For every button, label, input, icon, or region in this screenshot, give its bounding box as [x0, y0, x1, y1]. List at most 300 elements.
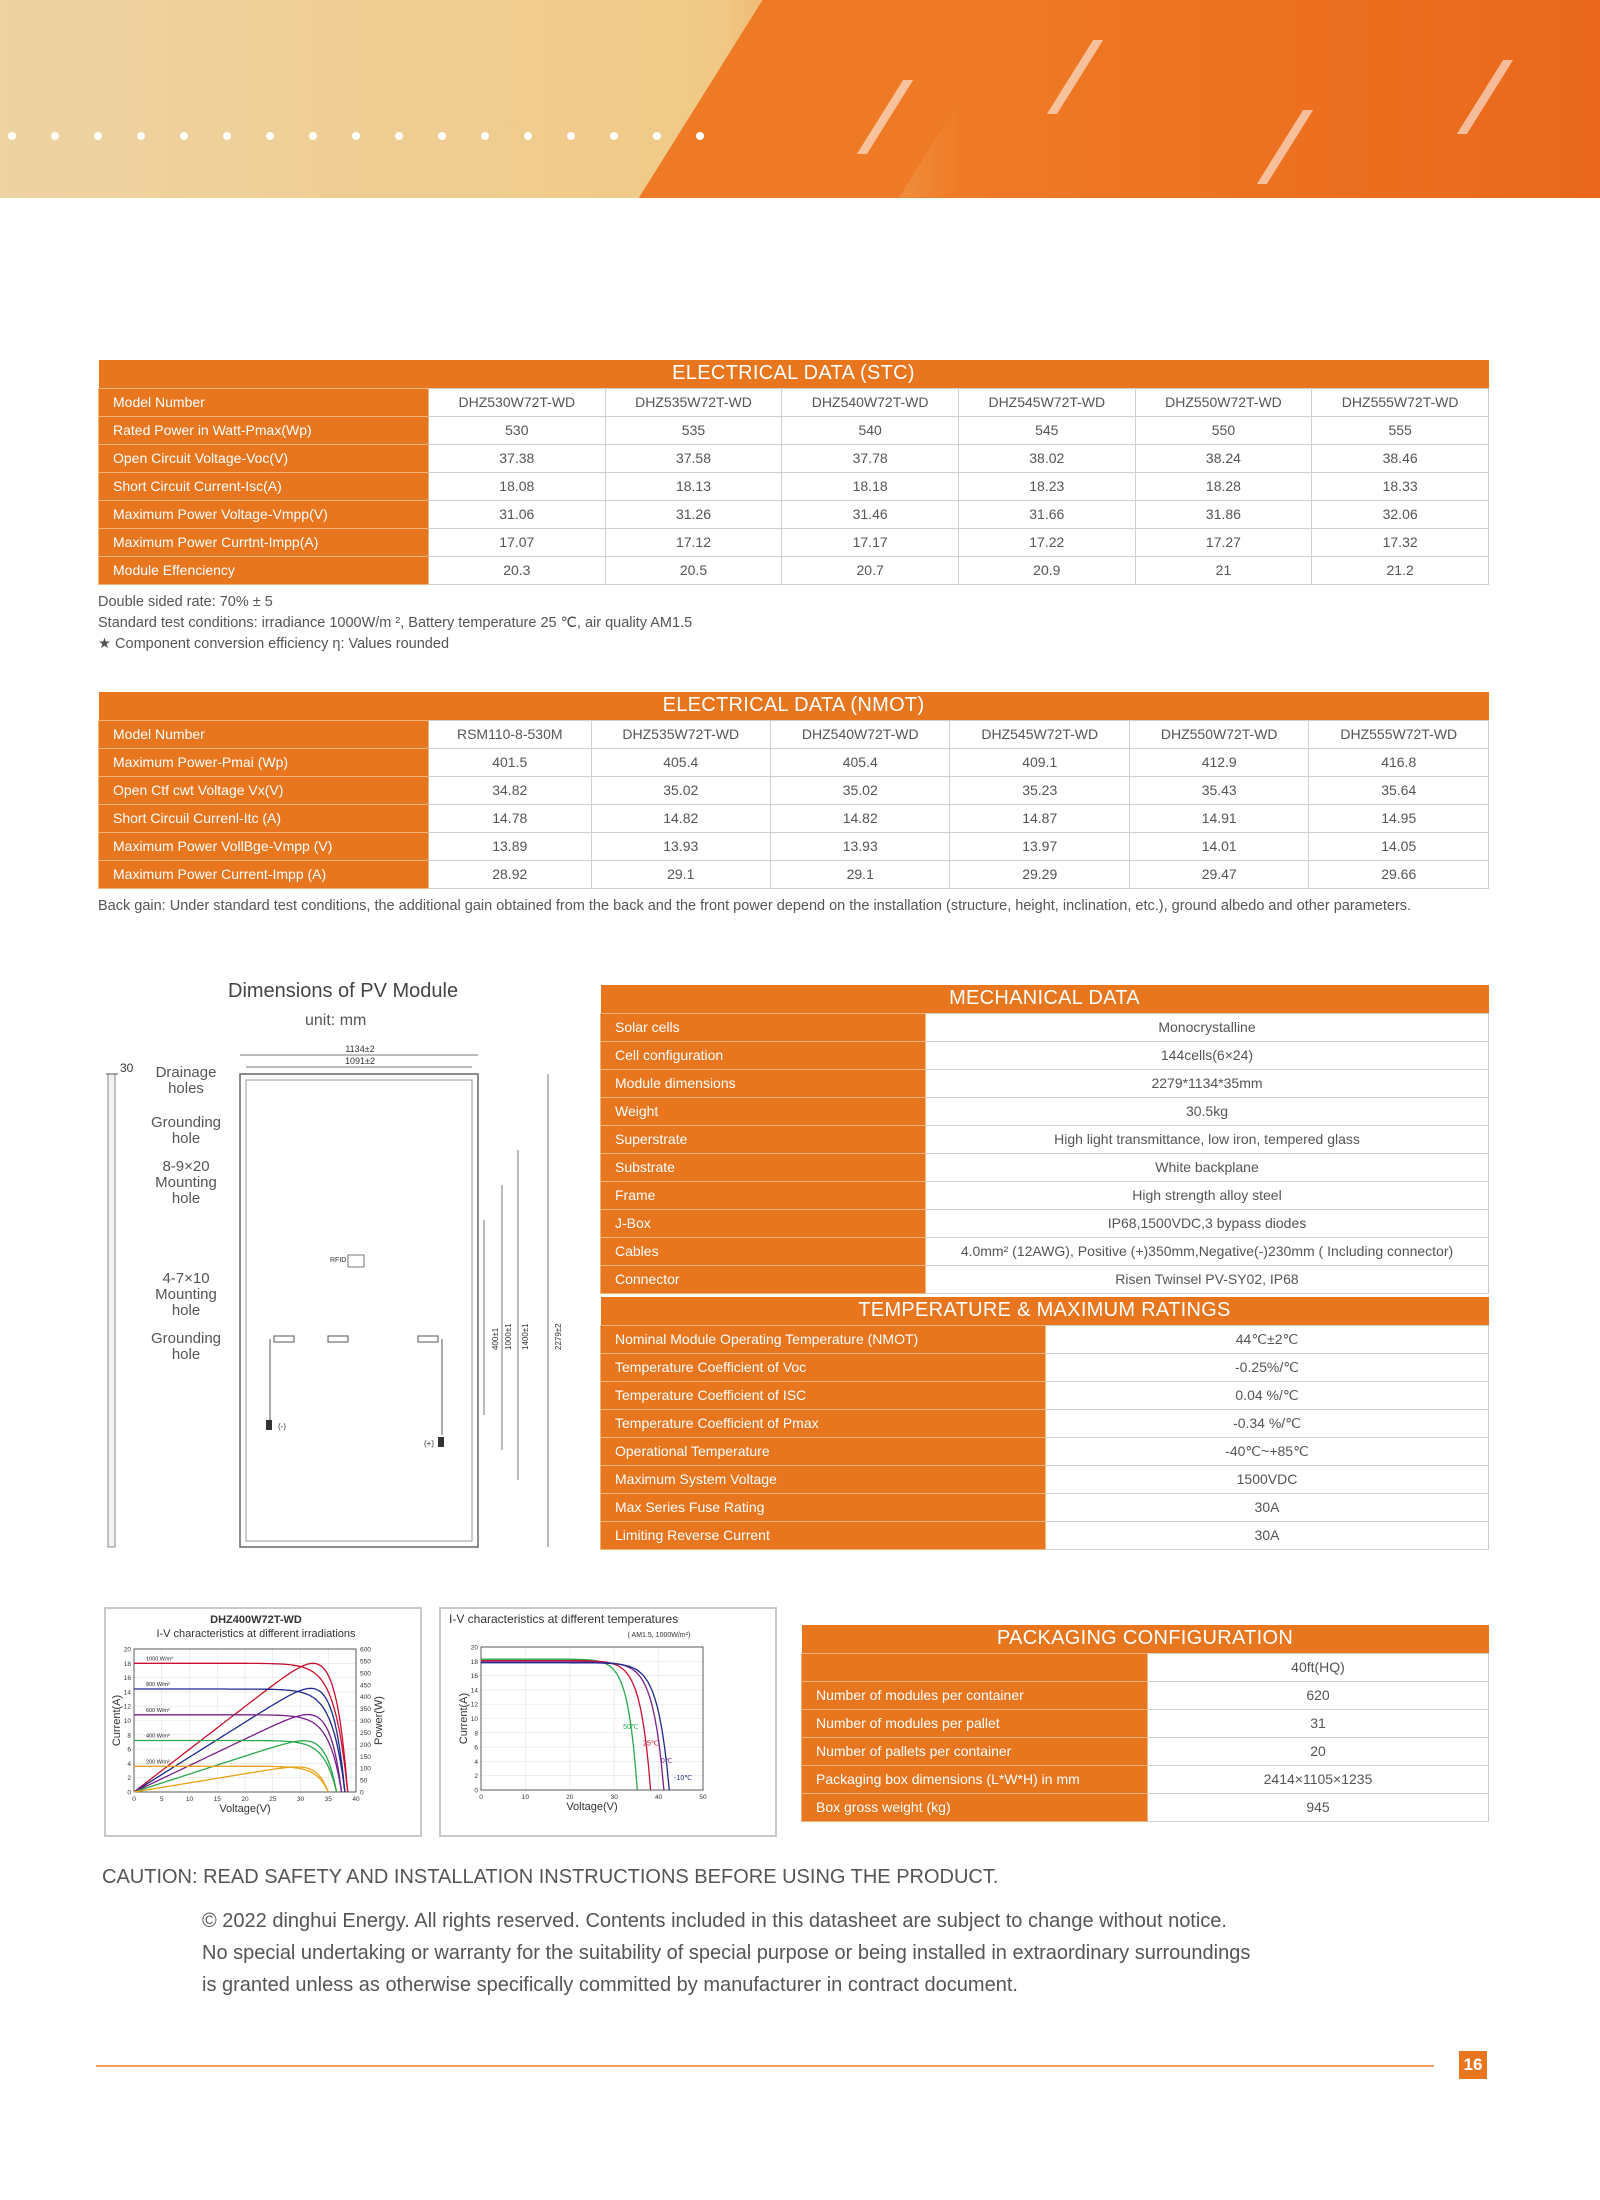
row-label: Connector: [601, 1265, 926, 1293]
row-value: 29.66: [1309, 860, 1489, 888]
y-tick-label: 8: [474, 1730, 478, 1738]
nmot-note: Back gain: Under standard test conditions, the additional gain obtained from the back and the front power depend on the installation (structure, height, inclination, etc.), ground albedo and other parameters.: [98, 898, 1412, 914]
row-value: 20.7: [782, 556, 959, 584]
row-value: 14.05: [1309, 832, 1489, 860]
row-value: Monocrystalline: [926, 1013, 1489, 1041]
row-value: 29.1: [771, 860, 950, 888]
row-label: [802, 1653, 1148, 1681]
row-label: Temperature Coefficient of ISC: [601, 1381, 1046, 1409]
row-label: Superstrate: [601, 1125, 926, 1153]
row-label: Number of modules per pallet: [802, 1709, 1148, 1737]
note-line: Double sided rate: 70% ± 5: [98, 594, 273, 610]
model-name: DHZ550W72T-WD: [1129, 720, 1308, 748]
y-tick-label: 4: [127, 1760, 131, 1768]
copyright-block: [202, 1905, 1250, 2001]
neg-label: (-): [278, 1422, 286, 1431]
row-value: 555: [1312, 416, 1489, 444]
row-value: 18.13: [605, 472, 782, 500]
model-name: DHZ535W72T-WD: [591, 720, 770, 748]
series-label: 1000 W/m²: [146, 1656, 173, 1663]
x-tick-label: 5: [159, 1796, 164, 1803]
row-value: 545: [958, 416, 1135, 444]
mechanical-title: MECHANICAL DATA: [601, 985, 1489, 1013]
row-value: 44℃±2℃: [1046, 1325, 1489, 1353]
row-value: 31.06: [429, 500, 606, 528]
row-value: 13.97: [950, 832, 1129, 860]
connector-negative: [266, 1420, 272, 1430]
row-value: 17.22: [958, 528, 1135, 556]
row-label: Cables: [601, 1237, 926, 1265]
iv-irradiance-chart: [104, 1607, 422, 1837]
x-tick-label: 0: [132, 1796, 136, 1803]
model-name: DHZ540W72T-WD: [771, 720, 950, 748]
row-label: Maximum System Voltage: [601, 1465, 1046, 1493]
mechanical-data-table: [600, 985, 1489, 1294]
y2-axis-label: Power(W): [373, 1696, 385, 1745]
table-row: [601, 1013, 1489, 1041]
model-name: RSM110-8-530M: [429, 720, 592, 748]
row-value: 540: [782, 416, 959, 444]
series-label: 800 W/m²: [146, 1682, 170, 1689]
row-value: 535: [605, 416, 782, 444]
table-row: [99, 776, 1489, 804]
row-label: Maximum Power Voltage-Vmpp(V): [99, 500, 429, 528]
row-value: 405.4: [771, 748, 950, 776]
row-label: Open Ctf cwt Voltage Vx(V): [99, 776, 429, 804]
table-row: [601, 1069, 1489, 1097]
x-tick-label: 40: [352, 1796, 360, 1803]
table-row: [802, 1793, 1489, 1821]
chart-subtitle: ( AM1.5, 1000W/m²): [627, 1632, 691, 1639]
table-row: [99, 748, 1489, 776]
model-name: DHZ545W72T-WD: [958, 388, 1135, 416]
temperature-ratings-table: [600, 1297, 1489, 1550]
x-tick-label: 10: [521, 1794, 530, 1801]
y2-tick-label: 0: [360, 1789, 364, 1797]
y2-tick-label: 150: [360, 1753, 371, 1761]
row-label: Number of modules per container: [802, 1681, 1148, 1709]
table-row: [99, 528, 1489, 556]
row-label: Rated Power in Watt-Pmax(Wp): [99, 416, 429, 444]
power-curve-line: [134, 1767, 328, 1792]
pos-label: (+): [424, 1439, 434, 1448]
row-value: 28.92: [429, 860, 592, 888]
row-value: -40℃~+85℃: [1046, 1437, 1489, 1465]
row-label: Substrate: [601, 1153, 926, 1181]
y-tick-label: 0: [127, 1789, 131, 1797]
table-row: [601, 1493, 1489, 1521]
chart-title: I-V characteristics at different temperatures: [449, 1612, 679, 1626]
table-row: [601, 1437, 1489, 1465]
table-row: [99, 472, 1489, 500]
row-value: 416.8: [1309, 748, 1489, 776]
y-tick-label: 18: [123, 1660, 131, 1668]
x-tick-label: 30: [610, 1794, 618, 1801]
table-row: [601, 1181, 1489, 1209]
series-label: 200 W/m²: [146, 1759, 170, 1766]
model-name: DHZ530W72T-WD: [429, 388, 606, 416]
iv-temperature-chart: [439, 1607, 777, 1837]
table-row: [601, 1209, 1489, 1237]
row-value: 401.5: [429, 748, 592, 776]
dimensions-unit: unit: mm: [305, 1012, 367, 1029]
chart-subtitle: I-V characteristics at different irradiations: [156, 1628, 356, 1640]
y2-tick-label: 350: [360, 1706, 371, 1714]
row-value: -0.34 %/℃: [1046, 1409, 1489, 1437]
x-axis-label: Voltage(V): [219, 1803, 271, 1815]
row-value: 29.47: [1129, 860, 1308, 888]
module-side-profile: [108, 1074, 115, 1547]
packaging-title: PACKAGING CONFIGURATION: [802, 1625, 1489, 1653]
row-label: Nominal Module Operating Temperature (NMOT): [601, 1325, 1046, 1353]
label-drainage: Drainage holes: [155, 1064, 217, 1097]
copyright-line: No special undertaking or warranty for the suitability of special purpose or being installed in extraordinary surroundings: [202, 1942, 1251, 1964]
x-tick-label: 0: [479, 1794, 483, 1801]
row-value: 21.2: [1312, 556, 1489, 584]
x-tick-label: 20: [241, 1796, 249, 1803]
table-row: [99, 416, 1489, 444]
row-value: 1500VDC: [1046, 1465, 1489, 1493]
note-line: ★ Component conversion efficiency η: Values rounded: [98, 636, 450, 652]
table-row: [99, 444, 1489, 472]
side-width-label: 30: [120, 1061, 134, 1075]
electrical-data-stc-table: [98, 360, 1489, 585]
y2-tick-label: 600: [360, 1646, 371, 1654]
row-label: Module dimensions: [601, 1069, 926, 1097]
row-value: 20.5: [605, 556, 782, 584]
row-value: 29.29: [950, 860, 1129, 888]
row-value: 38.24: [1135, 444, 1312, 472]
row-value: 14.78: [429, 804, 592, 832]
row-value: 20.9: [958, 556, 1135, 584]
row-value: 20.3: [429, 556, 606, 584]
row-label: Short Circuit Current-Isc(A): [99, 472, 429, 500]
nmot-title: ELECTRICAL DATA (NMOT): [99, 692, 1489, 720]
row-value: 31: [1148, 1709, 1489, 1737]
row-value: 37.38: [429, 444, 606, 472]
label-grounding-top: Grounding hole: [150, 1114, 222, 1147]
table-row: [802, 1737, 1489, 1765]
y-tick-label: 0: [474, 1787, 478, 1795]
copyright-line: is granted unless as otherwise specifically committed by manufacturer in contract document.: [202, 1974, 1018, 1996]
row-value: 409.1: [950, 748, 1129, 776]
y2-tick-label: 500: [360, 1670, 371, 1678]
row-value: 14.82: [771, 804, 950, 832]
y-tick-label: 4: [474, 1758, 478, 1766]
row-value: 18.18: [782, 472, 959, 500]
row-label: Packaging box dimensions (L*W*H) in mm: [802, 1765, 1148, 1793]
label-grounding-bottom: Grounding hole: [150, 1330, 222, 1363]
row-value: 30.5kg: [926, 1097, 1489, 1125]
y2-tick-label: 550: [360, 1658, 371, 1666]
model-number-header: Model Number: [99, 388, 429, 416]
y-axis-label: Current(A): [458, 1692, 470, 1745]
row-label: Number of pallets per container: [802, 1737, 1148, 1765]
iv-irradiance-svg: [106, 1609, 420, 1835]
row-value: 4.0mm² (12AWG), Positive (+)350mm,Negative(-)230mm ( Including connector): [926, 1237, 1489, 1265]
row-value: 620: [1148, 1681, 1489, 1709]
model-name: DHZ550W72T-WD: [1135, 388, 1312, 416]
row-value: 37.78: [782, 444, 959, 472]
row-value: 13.93: [771, 832, 950, 860]
table-header-row: [99, 388, 1489, 416]
row-label: Maximum Power-Pmai (Wp): [99, 748, 429, 776]
table-row: [802, 1765, 1489, 1793]
rfid-label: RFID: [330, 1257, 347, 1264]
x-tick-label: 10: [185, 1796, 194, 1803]
y-tick-label: 6: [127, 1746, 131, 1754]
y2-tick-label: 400: [360, 1694, 371, 1702]
x-tick-label: 15: [213, 1796, 221, 1803]
row-value: -0.25%/℃: [1046, 1353, 1489, 1381]
table-row: [99, 500, 1489, 528]
table-row: [99, 832, 1489, 860]
y-tick-label: 20: [123, 1646, 131, 1654]
row-label: J-Box: [601, 1209, 926, 1237]
table-row: [99, 804, 1489, 832]
row-label: Maximum Power Currtnt-Impp(A): [99, 528, 429, 556]
temperature-title: TEMPERATURE & MAXIMUM RATINGS: [601, 1297, 1489, 1325]
row-label: Cell configuration: [601, 1041, 926, 1069]
x-tick-label: 25: [269, 1796, 277, 1803]
model-name: DHZ540W72T-WD: [782, 388, 959, 416]
row-label: Max Series Fuse Rating: [601, 1493, 1046, 1521]
table-row: [601, 1353, 1489, 1381]
row-value: 550: [1135, 416, 1312, 444]
height-total-label: 2279±2: [554, 1323, 563, 1350]
dimensions-title: Dimensions of PV Module: [228, 980, 459, 1002]
y-tick-label: 10: [470, 1716, 478, 1723]
footer-rule: [96, 2065, 1434, 2067]
copyright-line: © 2022 dinghui Energy. All rights reserved. Contents included in this datasheet are subject to change without notice.: [202, 1910, 1227, 1932]
row-value: 31.66: [958, 500, 1135, 528]
y-tick-label: 14: [123, 1689, 131, 1697]
series-label: 0℃: [660, 1757, 673, 1765]
table-row: [802, 1709, 1489, 1737]
height-400-label: 400±1: [491, 1327, 500, 1350]
banner-dots: [0, 132, 704, 140]
row-value: 30A: [1046, 1493, 1489, 1521]
packaging-column-header: 40ft(HQ): [1148, 1653, 1489, 1681]
row-value: 34.82: [429, 776, 592, 804]
table-row: [802, 1653, 1489, 1681]
table-row: [601, 1265, 1489, 1293]
row-value: 30A: [1046, 1521, 1489, 1549]
row-value: 35.02: [591, 776, 770, 804]
y-tick-label: 12: [470, 1701, 478, 1709]
row-value: 0.04 %/℃: [1046, 1381, 1489, 1409]
table-row: [601, 1381, 1489, 1409]
module-outline: [240, 1074, 478, 1547]
row-label: Solar cells: [601, 1013, 926, 1041]
row-value: 17.17: [782, 528, 959, 556]
row-label: Temperature Coefficient of Pmax: [601, 1409, 1046, 1437]
y-tick-label: 2: [474, 1773, 478, 1781]
width-outer-label: 1134±2: [345, 1044, 375, 1054]
y-tick-label: 16: [470, 1673, 478, 1681]
table-row: [601, 1237, 1489, 1265]
row-value: 412.9: [1129, 748, 1308, 776]
row-value: 13.93: [591, 832, 770, 860]
row-value: 144cells(6×24): [926, 1041, 1489, 1069]
x-tick-label: 50: [699, 1794, 707, 1801]
row-value: 18.08: [429, 472, 606, 500]
row-label: Module Effenciency: [99, 556, 429, 584]
table-row: [601, 1325, 1489, 1353]
series-label: -10℃: [674, 1774, 693, 1782]
y2-tick-label: 100: [360, 1765, 371, 1773]
row-value: 29.1: [591, 860, 770, 888]
row-value: 13.89: [429, 832, 592, 860]
row-value: 31.46: [782, 500, 959, 528]
table-row: [601, 1521, 1489, 1549]
row-label: Temperature Coefficient of Voc: [601, 1353, 1046, 1381]
x-axis-label: Voltage(V): [566, 1801, 618, 1813]
row-value: White backplane: [926, 1153, 1489, 1181]
model-name: DHZ555W72T-WD: [1309, 720, 1489, 748]
row-value: 20: [1148, 1737, 1489, 1765]
row-value: 21: [1135, 556, 1312, 584]
y-tick-label: 20: [470, 1644, 478, 1652]
table-row: [802, 1681, 1489, 1709]
row-value: 31.86: [1135, 500, 1312, 528]
stc-title: ELECTRICAL DATA (STC): [99, 360, 1489, 388]
model-number-header: Model Number: [99, 720, 429, 748]
table-row: [601, 1125, 1489, 1153]
y-tick-label: 14: [470, 1687, 478, 1695]
chart-title: DHZ400W72T-WD: [210, 1614, 302, 1626]
y2-tick-label: 300: [360, 1718, 371, 1725]
row-value: 18.33: [1312, 472, 1489, 500]
row-value: 35.23: [950, 776, 1129, 804]
row-label: Open Circuit Voltage-Voc(V): [99, 444, 429, 472]
row-value: 530: [429, 416, 606, 444]
height-1000-label: 1000±1: [504, 1323, 513, 1350]
banner-slant: [625, 0, 1035, 198]
row-value: 37.58: [605, 444, 782, 472]
stc-notes: [98, 592, 692, 655]
row-label: Weight: [601, 1097, 926, 1125]
row-value: 18.28: [1135, 472, 1312, 500]
row-value: 2279*1134*35mm: [926, 1069, 1489, 1097]
label-mounting-large: 8-9×20 Mounting hole: [155, 1158, 217, 1207]
row-label: Box gross weight (kg): [802, 1793, 1148, 1821]
banner-stroke: [1047, 40, 1103, 114]
y-tick-label: 8: [127, 1732, 131, 1740]
connector-positive: [438, 1437, 444, 1447]
series-label: 600 W/m²: [146, 1707, 170, 1714]
x-tick-label: 40: [654, 1794, 663, 1801]
row-value: 18.23: [958, 472, 1135, 500]
table-row: [601, 1409, 1489, 1437]
header-banner: [0, 0, 1600, 198]
row-label: Maximum Power VollBge-Vmpp (V): [99, 832, 429, 860]
row-value: 17.07: [429, 528, 606, 556]
table-row: [99, 556, 1489, 584]
table-row: [601, 1465, 1489, 1493]
y2-tick-label: 50: [360, 1777, 368, 1785]
banner-stroke: [1457, 60, 1513, 134]
row-value: IP68,1500VDC,3 bypass diodes: [926, 1209, 1489, 1237]
row-value: 35.43: [1129, 776, 1308, 804]
row-value: 17.27: [1135, 528, 1312, 556]
row-value: 14.82: [591, 804, 770, 832]
table-row: [99, 860, 1489, 888]
row-value: 17.12: [605, 528, 782, 556]
banner-stroke: [1257, 110, 1313, 184]
y-tick-label: 16: [123, 1675, 131, 1683]
y-axis-label: Current(A): [111, 1694, 123, 1747]
row-label: Frame: [601, 1181, 926, 1209]
row-value: 14.01: [1129, 832, 1308, 860]
electrical-data-nmot-table: [98, 692, 1489, 889]
packaging-configuration-table: [801, 1625, 1489, 1822]
model-name: DHZ545W72T-WD: [950, 720, 1129, 748]
x-tick-label: 30: [296, 1796, 305, 1803]
label-mounting-small: 4-7×10 Mounting hole: [155, 1270, 217, 1319]
y2-tick-label: 250: [360, 1729, 371, 1737]
row-label: Short Circuil Currenl-Itc (A): [99, 804, 429, 832]
row-value: 31.26: [605, 500, 782, 528]
y-tick-label: 12: [123, 1703, 131, 1711]
y-tick-label: 18: [470, 1658, 478, 1666]
y2-tick-label: 450: [360, 1682, 371, 1690]
table-row: [601, 1097, 1489, 1125]
series-label: 400 W/m²: [146, 1733, 170, 1740]
row-value: 35.64: [1309, 776, 1489, 804]
row-value: 14.95: [1309, 804, 1489, 832]
caution-text: CAUTION: READ SAFETY AND INSTALLATION INSTRUCTIONS BEFORE USING THE PRODUCT.: [102, 1866, 999, 1888]
row-value: 945: [1148, 1793, 1489, 1821]
y-tick-label: 10: [123, 1718, 131, 1725]
page-number: 16: [1459, 2051, 1487, 2079]
row-value: 35.02: [771, 776, 950, 804]
row-value: 38.02: [958, 444, 1135, 472]
row-value: 38.46: [1312, 444, 1489, 472]
row-value: 32.06: [1312, 500, 1489, 528]
row-label: Limiting Reverse Current: [601, 1521, 1046, 1549]
iv-temperature-svg: [441, 1609, 775, 1835]
row-label: Operational Temperature: [601, 1437, 1046, 1465]
x-tick-label: 35: [324, 1796, 332, 1803]
table-row: [601, 1153, 1489, 1181]
row-value: High light transmittance, low iron, tempered glass: [926, 1125, 1489, 1153]
x-tick-label: 20: [566, 1794, 574, 1801]
row-value: High strength alloy steel: [926, 1181, 1489, 1209]
table-header-row: [99, 720, 1489, 748]
y-tick-label: 6: [474, 1744, 478, 1752]
series-label: 50℃: [623, 1724, 639, 1732]
row-value: 17.32: [1312, 528, 1489, 556]
row-value: 2414×1105×1235: [1148, 1765, 1489, 1793]
series-label: 25℃: [643, 1740, 659, 1748]
row-value: 14.91: [1129, 804, 1308, 832]
y-tick-label: 2: [127, 1775, 131, 1783]
y2-tick-label: 200: [360, 1741, 371, 1749]
table-row: [601, 1041, 1489, 1069]
note-line: Standard test conditions: irradiance 1000W/m ², Battery temperature 25 ℃, air quality AM1.5: [98, 615, 693, 631]
row-value: 405.4: [591, 748, 770, 776]
row-label: Maximum Power Current-Impp (A): [99, 860, 429, 888]
iv-curve-line: [481, 1663, 669, 1790]
iv-curve-line: [481, 1659, 637, 1790]
height-1400-label: 1400±1: [521, 1323, 530, 1350]
row-value: Risen Twinsel PV-SY02, IP68: [926, 1265, 1489, 1293]
row-value: 14.87: [950, 804, 1129, 832]
model-name: DHZ535W72T-WD: [605, 388, 782, 416]
pv-module-drawing: [98, 1040, 568, 1560]
model-name: DHZ555W72T-WD: [1312, 388, 1489, 416]
